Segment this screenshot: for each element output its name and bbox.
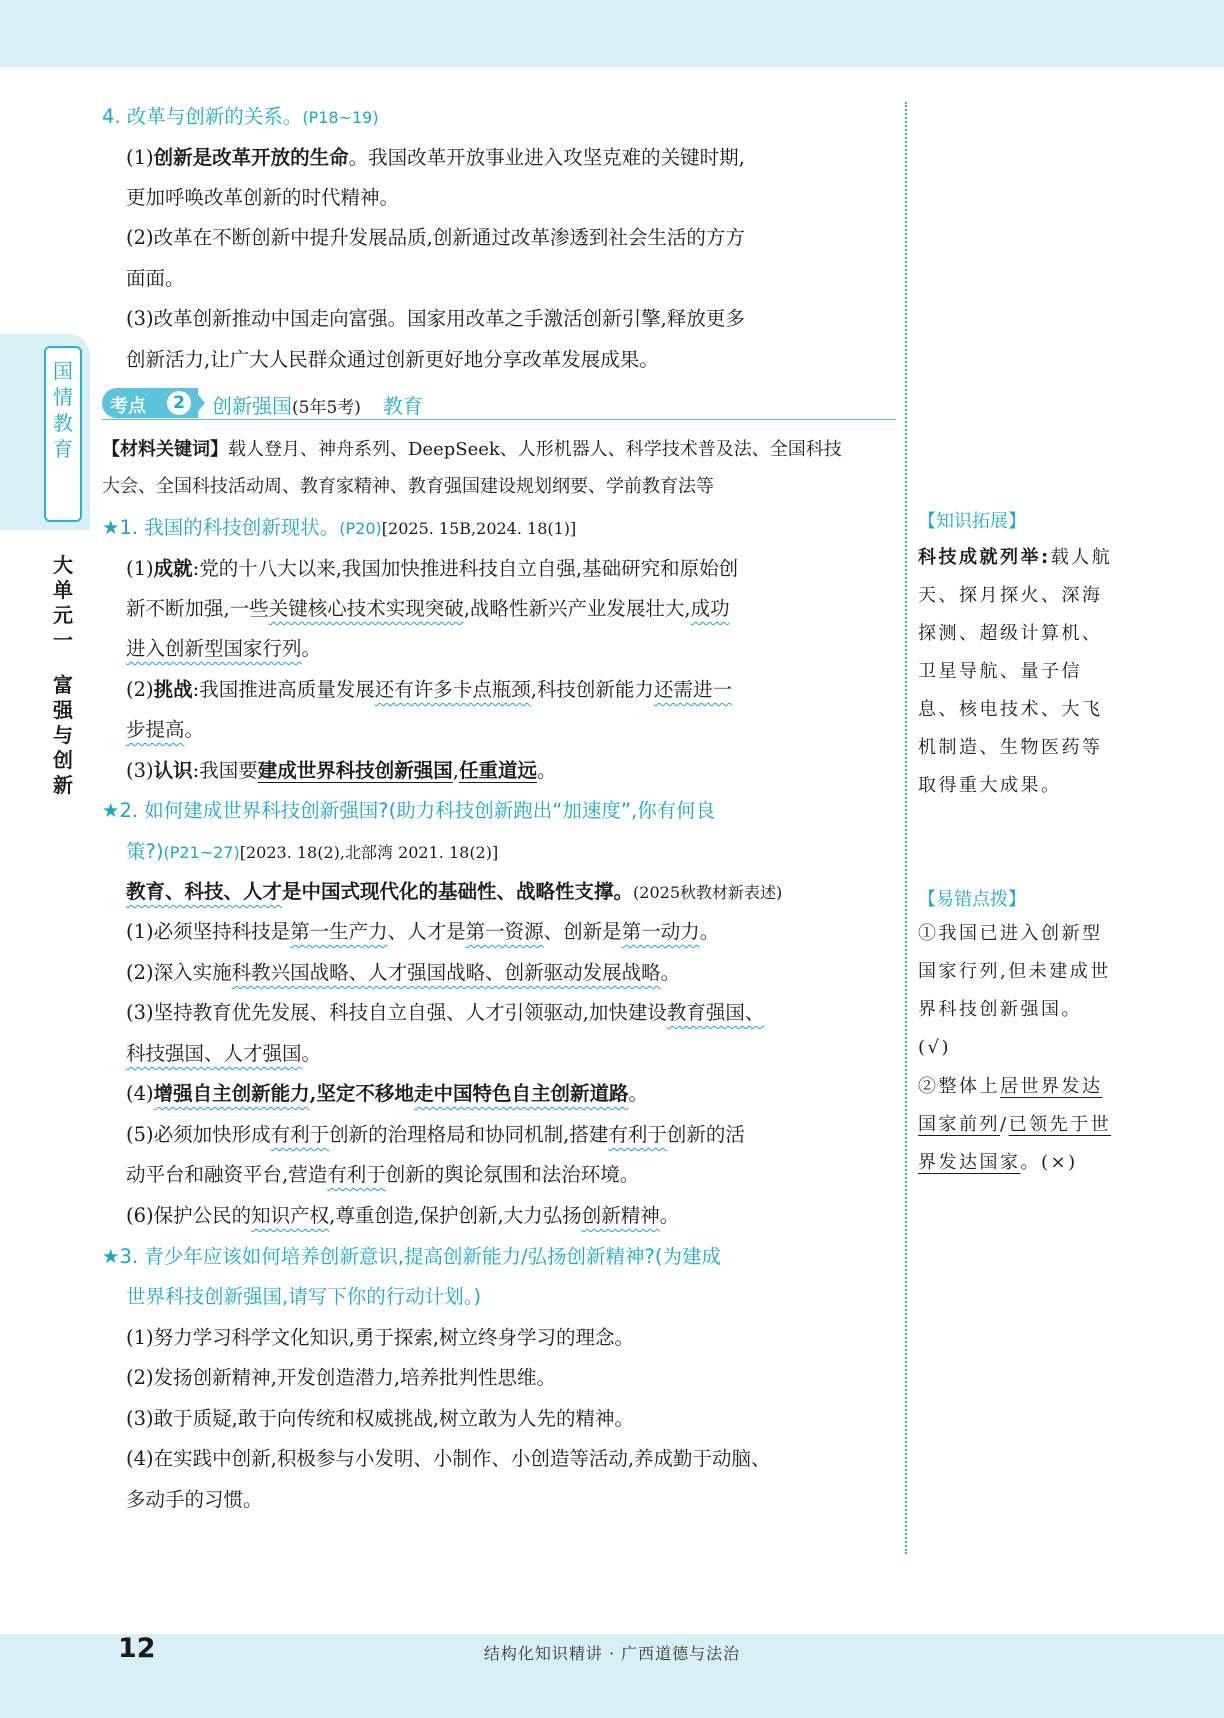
q2-title: ★2. 如何建成世界科技创新强国?(助力科技创新跑出“加速度”,你有何良 xyxy=(102,799,716,822)
kaodian-title: 创新强国(5年5考) 教育 xyxy=(212,394,423,418)
star-icon: ★ xyxy=(102,516,120,539)
q2-line-1: (1)必须坚持科技是第一生产力、人才是第一资源、创新是第一动力。 xyxy=(126,920,720,943)
keywords-line-1: 【材料关键词】载人登月、神舟系列、DeepSeek、人形机器人、科学技术普及法、全国科技 xyxy=(102,439,842,460)
q2-line-6: (6)保护公民的知识产权,尊重创造,保护创新,大力弘扬创新精神。 xyxy=(126,1204,680,1227)
kaodian-number: 2 xyxy=(167,391,191,415)
star-icon: ★ xyxy=(102,799,120,822)
side-unit-label: 大 单 元 一 富 强 与 创 新 xyxy=(53,553,73,797)
q3-line-3: (3)敢于质疑,敢于向传统和权威挑战,树立敢为人先的精神。 xyxy=(126,1407,635,1430)
q3-title: ★3. 青少年应该如何培养创新意识,提高创新能力/弘扬创新精神?(为建成 xyxy=(102,1245,722,1268)
q2-line-3: (3)坚持教育优先发展、科技自立自强、人才引领驱动,加快建设教育强国、 xyxy=(126,1001,765,1024)
q2-line-3-cont: 科技强国、人才强国。 xyxy=(126,1042,322,1065)
q2-line-2: (2)深入实施科教兴国战略、人才强国战略、创新驱动发展战略。 xyxy=(126,961,681,984)
s4-point-2-cont: 面面。 xyxy=(126,267,185,290)
footer-title: 结构化知识精讲 · 广西道德与法治 xyxy=(483,1644,741,1663)
q3-line-1: (1)努力学习科学文化知识,勇于探索,树立终身学习的理念。 xyxy=(126,1326,635,1349)
q2-line-5-cont: 动平台和融资平台,营造有利于创新的舆论氛围和法治环境。 xyxy=(126,1163,640,1186)
q1-line-6: (3)认识:我国要建成世界科技创新强国,任重道远。 xyxy=(126,759,557,782)
page-number: 12 xyxy=(118,1633,156,1664)
kaodian-arrow-icon xyxy=(196,392,205,414)
s4-point-3: (3)改革创新推动中国走向富强。国家用改革之手激活创新引擎,释放更多 xyxy=(126,307,745,330)
q1-line-3: 进入创新型国家行列。 xyxy=(126,637,322,660)
knowledge-extension-text: 科技成就列举:载人航天、探月探火、深海探测、超级计算机、卫星导航、量子信息、核电技术、大飞机制造、生物医药等取得重大成果。 xyxy=(918,547,1113,796)
q1-title: ★1. 我国的科技创新现状。(P20)[2025. 15B,2024. 18(1)] xyxy=(102,516,577,539)
q2-summary: 教育、科技、人才是中国式现代化的基础性、战略性支撑。(2025秋教材新表述) xyxy=(126,880,783,903)
s4-point-1-cont: 更加呼唤改革创新的时代精神。 xyxy=(126,186,400,209)
q2-line-5: (5)必须加快形成有利于创新的治理格局和协同机制,搭建有利于创新的活 xyxy=(126,1123,745,1146)
star-icon: ★ xyxy=(102,1245,120,1268)
kaodian-tag: 教育 xyxy=(382,394,423,418)
side-tab-label: 国 情 教 育 xyxy=(53,359,73,461)
keywords-line-2: 大会、全国科技活动周、教育家精神、教育强国建设规划纲要、学前教育法等 xyxy=(102,476,714,497)
column-divider xyxy=(905,102,907,1554)
error-tips-title: 【易错点拨】 xyxy=(918,889,1026,910)
top-band xyxy=(0,0,1224,67)
error-tip-2: ②整体上居世界发达国家前列/已领先于世界发达国家。(×) xyxy=(918,1076,1112,1173)
s4-point-3-cont: 创新活力,让广大人民群众通过创新更好地分享改革发展成果。 xyxy=(126,348,659,371)
knowledge-extension-title: 【知识拓展】 xyxy=(918,511,1026,532)
q3-line-4: (4)在实践中创新,积极参与小发明、小制作、小创造等活动,养成勤于动脑、 xyxy=(126,1447,771,1470)
q3-title-cont: 世界科技创新强国,请写下你的行动计划。) xyxy=(126,1285,482,1308)
kaodian-label: 考点 xyxy=(110,396,146,417)
q3-line-2: (2)发扬创新精神,开发创造潜力,培养批判性思维。 xyxy=(126,1366,557,1389)
s4-point-1: (1)创新是改革开放的生命。我国改革开放事业进入攻坚克难的关键时期, xyxy=(126,146,745,169)
section-4-title: 4. 改革与创新的关系。(P18~19) xyxy=(102,105,379,128)
q3-line-4-cont: 多动手的习惯。 xyxy=(126,1488,263,1511)
q2-title-cont: 策?)(P21~27)[2023. 18(2),北部湾 2021. 18(2)] xyxy=(126,840,499,863)
q1-line-4: (2)挑战:我国推进高质量发展还有许多卡点瓶颈,科技创新能力还需进一 xyxy=(126,678,732,701)
error-tip-1: ①我国已进入创新型国家行列,但未建成世界科技创新强国。(√) xyxy=(918,923,1111,1058)
q2-line-4: (4)增强自主创新能力,坚定不移地走中国特色自主创新道路。 xyxy=(126,1082,648,1105)
s4-point-2: (2)改革在不断创新中提升发展品质,创新通过改革渗透到社会生活的方方 xyxy=(126,226,745,249)
kaodian-rule xyxy=(102,419,896,420)
q1-line-2: 新不断加强,一些关键核心技术实现突破,战略性新兴产业发展壮大,成功 xyxy=(126,597,730,620)
q1-line-5: 步提高。 xyxy=(126,718,205,741)
q1-line-1: (1)成就:党的十八大以来,我国加快推进科技自立自强,基础研究和原始创 xyxy=(126,557,739,580)
